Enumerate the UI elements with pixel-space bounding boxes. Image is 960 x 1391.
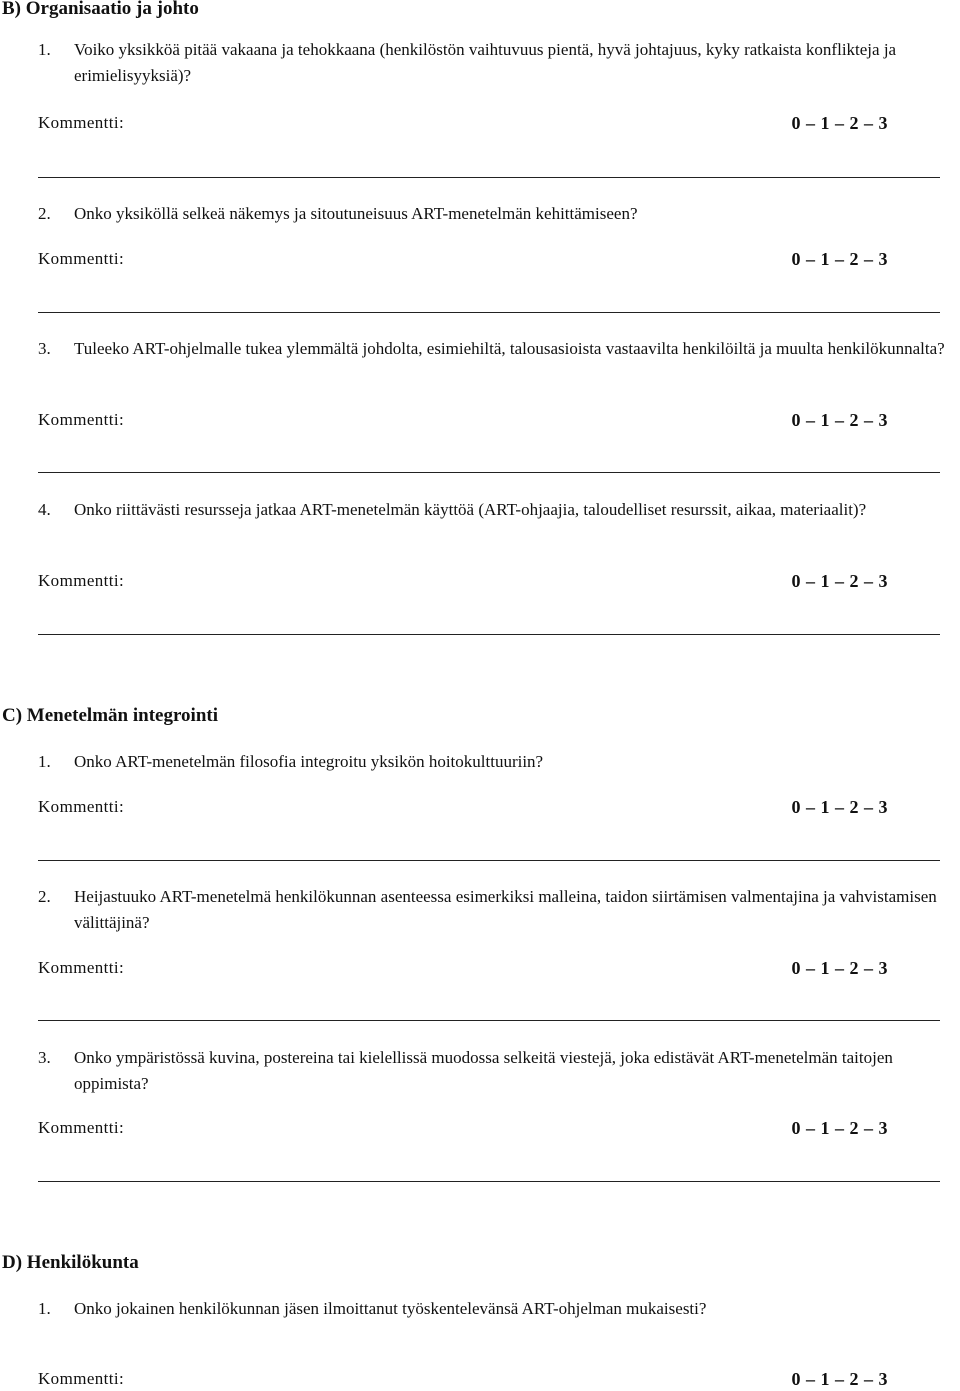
answer-line[interactable] xyxy=(38,860,940,861)
question-number: 4. xyxy=(38,500,51,519)
comment-row xyxy=(38,408,888,432)
question-text: Tuleeko ART-ohjelmalle tukea ylemmältä johdolta, esimiehiltä, talousasioista vastaavilta henkilöiltä ja muulta henkilökunnalta? xyxy=(74,339,945,358)
comment-label: Kommentti: xyxy=(38,113,125,132)
comment-row xyxy=(38,247,888,271)
question-number: 3. xyxy=(38,339,51,358)
question-item xyxy=(38,1296,958,1322)
question-item xyxy=(38,497,958,523)
rating-scale[interactable]: 0 – 1 – 2 – 3 xyxy=(791,797,888,817)
comment-label: Kommentti: xyxy=(38,571,125,590)
question-number: 2. xyxy=(38,204,51,223)
comment-label: Kommentti: xyxy=(38,1118,125,1137)
section-heading: B) Organisaatio ja johto xyxy=(2,0,199,19)
rating-scale[interactable]: 0 – 1 – 2 – 3 xyxy=(791,410,888,430)
comment-label: Kommentti: xyxy=(38,1369,125,1388)
question-text: Onko yksiköllä selkeä näkemys ja sitoutuneisuus ART-menetelmän kehittämiseen? xyxy=(74,204,638,223)
question-item xyxy=(38,749,958,775)
comment-row xyxy=(38,1116,888,1140)
rating-scale[interactable]: 0 – 1 – 2 – 3 xyxy=(791,1369,888,1389)
question-item xyxy=(38,884,958,936)
question-number: 1. xyxy=(38,1299,51,1318)
question-text: Voiko yksikköä pitää vakaana ja tehokkaana (henkilöstön vaihtuvuus pientä, hyvä johtajuus, kyky ratkaista konflikteja ja erimielisyyksiä)? xyxy=(74,40,897,85)
comment-label: Kommentti: xyxy=(38,410,125,429)
question-number: 1. xyxy=(38,752,51,771)
rating-scale[interactable]: 0 – 1 – 2 – 3 xyxy=(791,249,888,269)
comment-label: Kommentti: xyxy=(38,249,125,268)
question-item xyxy=(38,201,958,227)
comment-label: Kommentti: xyxy=(38,797,125,816)
question-item xyxy=(38,37,958,89)
question-number: 3. xyxy=(38,1048,51,1067)
section-heading: C) Menetelmän integrointi xyxy=(2,705,218,726)
question-text: Onko jokainen henkilökunnan jäsen ilmoittanut työskentelevänsä ART-ohjelman mukaisesti? xyxy=(74,1299,707,1318)
comment-row xyxy=(38,795,888,819)
comment-row xyxy=(38,1367,888,1391)
answer-line[interactable] xyxy=(38,312,940,313)
answer-line[interactable] xyxy=(38,1181,940,1182)
question-number: 2. xyxy=(38,887,51,906)
question-text: Onko ART-menetelmän filosofia integroitu yksikön hoitokulttuuriin? xyxy=(74,752,544,771)
comment-row xyxy=(38,111,888,135)
question-text: Onko riittävästi resursseja jatkaa ART-menetelmän käyttöä (ART-ohjaajia, taloudelliset resurssit, aikaa, materiaalit)? xyxy=(74,500,867,519)
comment-label: Kommentti: xyxy=(38,958,125,977)
question-text: Onko ympäristössä kuvina, postereina tai kielellissä muodossa selkeitä viestejä, joka edistävät ART-menetelmän taitojen oppimista? xyxy=(74,1048,893,1093)
rating-scale[interactable]: 0 – 1 – 2 – 3 xyxy=(791,571,888,591)
comment-row xyxy=(38,956,888,980)
rating-scale[interactable]: 0 – 1 – 2 – 3 xyxy=(791,113,888,133)
question-item xyxy=(38,1045,958,1097)
answer-line[interactable] xyxy=(38,472,940,473)
question-number: 1. xyxy=(38,40,51,59)
rating-scale[interactable]: 0 – 1 – 2 – 3 xyxy=(791,1118,888,1138)
section-heading: D) Henkilökunta xyxy=(2,1252,139,1273)
question-item xyxy=(38,336,958,362)
question-text: Heijastuuko ART-menetelmä henkilökunnan asenteessa esimerkiksi malleina, taidon siirtämisen valmentajina ja vahvistamisen välittäjinä? xyxy=(74,887,937,932)
answer-line[interactable] xyxy=(38,177,940,178)
answer-line[interactable] xyxy=(38,1020,940,1021)
comment-row xyxy=(38,569,888,593)
answer-line[interactable] xyxy=(38,634,940,635)
rating-scale[interactable]: 0 – 1 – 2 – 3 xyxy=(791,958,888,978)
